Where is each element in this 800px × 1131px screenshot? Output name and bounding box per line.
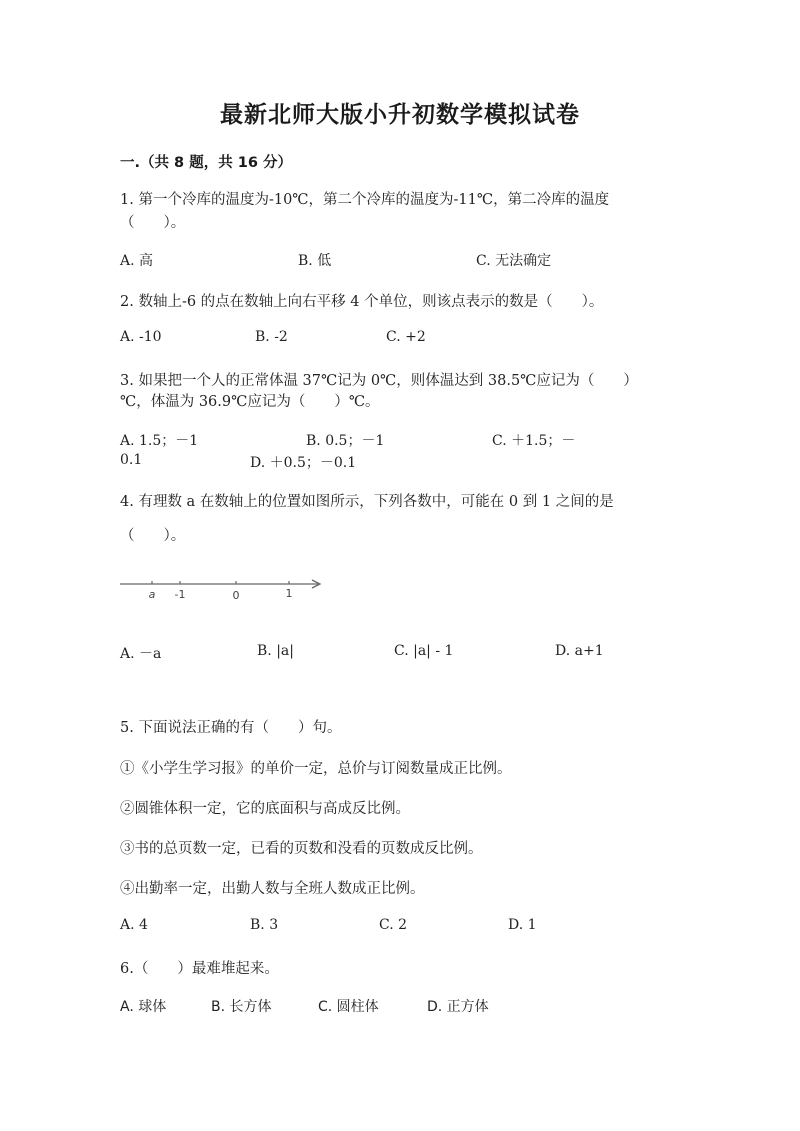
question-1-option-b: B. 低 <box>298 253 332 269</box>
question-3-option-a: A. 1.5；－1 <box>120 433 199 449</box>
label-a: a <box>148 588 156 601</box>
page-title: 最新北师大版小升初数学模拟试卷 <box>220 102 580 128</box>
label-minus-one: -1 <box>174 588 186 601</box>
question-6-option-b: B. 长方体 <box>211 999 272 1015</box>
question-4-line-1: 4. 有理数 a 在数轴上的位置如图所示，下列各数中，可能在 0 到 1 之间的是 <box>120 494 614 510</box>
question-5-statement-1: ①《小学生学习报》的单价一定，总价与订阅数量成正比例。 <box>120 761 512 777</box>
label-one: 1 <box>285 587 293 600</box>
question-4-option-d: D. a+1 <box>555 643 604 659</box>
question-2-option-a: A. -10 <box>120 329 162 345</box>
question-6-option-a: A. 球体 <box>120 999 167 1015</box>
question-3-line-1: 3. 如果把一个人的正常体温 37℃记为 0℃，则体温达到 38.5℃应记为（ ） <box>120 373 638 389</box>
question-6-option-d: D. 正方体 <box>427 999 489 1015</box>
question-6-option-c: C. 圆柱体 <box>318 999 379 1015</box>
question-4-option-a: A. －a <box>120 646 162 662</box>
question-3-option-b: B. 0.5；－1 <box>306 433 385 449</box>
question-2-text: 2. 数轴上-6 的点在数轴上向右平移 4 个单位，则该点表示的数是（ ）。 <box>120 294 604 310</box>
question-5-statement-4: ④出勤率一定，出勤人数与全班人数成正比例。 <box>120 881 425 897</box>
question-3-option-d: D. ＋0.5；－0.1 <box>250 455 357 471</box>
question-6-text: 6.（ ）最难堆起来。 <box>120 961 279 977</box>
question-3-option-c: C. ＋1.5；－ <box>492 433 576 449</box>
question-1-option-a: A. 高 <box>120 253 154 269</box>
section-heading: 一.（共 8 题，共 16 分） <box>120 155 292 171</box>
question-5-option-a: A. 4 <box>120 917 148 933</box>
question-5-option-d: D. 1 <box>508 917 537 933</box>
number-line-figure <box>118 574 328 608</box>
question-3-line-2: ℃，体温为 36.9℃应记为（ ）℃。 <box>120 394 380 410</box>
question-4-option-b: B. |a| <box>257 643 294 659</box>
question-5-option-b: B. 3 <box>250 917 279 933</box>
question-4-line-2: （ ）。 <box>120 528 186 544</box>
question-4-option-c: C. |a| - 1 <box>394 643 454 659</box>
question-5-statement-3: ③书的总页数一定，已看的页数和没看的页数成反比例。 <box>120 841 483 857</box>
question-5-option-c: C. 2 <box>379 917 408 933</box>
question-3-option-c-continued: 0.1 <box>120 452 143 468</box>
question-2-option-b: B. -2 <box>255 329 288 345</box>
question-1-line-2: （ ）。 <box>120 215 186 231</box>
question-1-line-1: 1. 第一个冷库的温度为-10℃，第二个冷库的温度为-11℃，第二冷库的温度 <box>120 192 610 208</box>
question-5-text: 5. 下面说法正确的有（ ）句。 <box>120 720 342 736</box>
label-zero: 0 <box>232 589 240 602</box>
question-1-option-c: C. 无法确定 <box>476 253 552 269</box>
question-5-statement-2: ②圆锥体积一定，它的底面积与高成反比例。 <box>120 801 410 817</box>
question-2-option-c: C. +2 <box>386 329 426 345</box>
